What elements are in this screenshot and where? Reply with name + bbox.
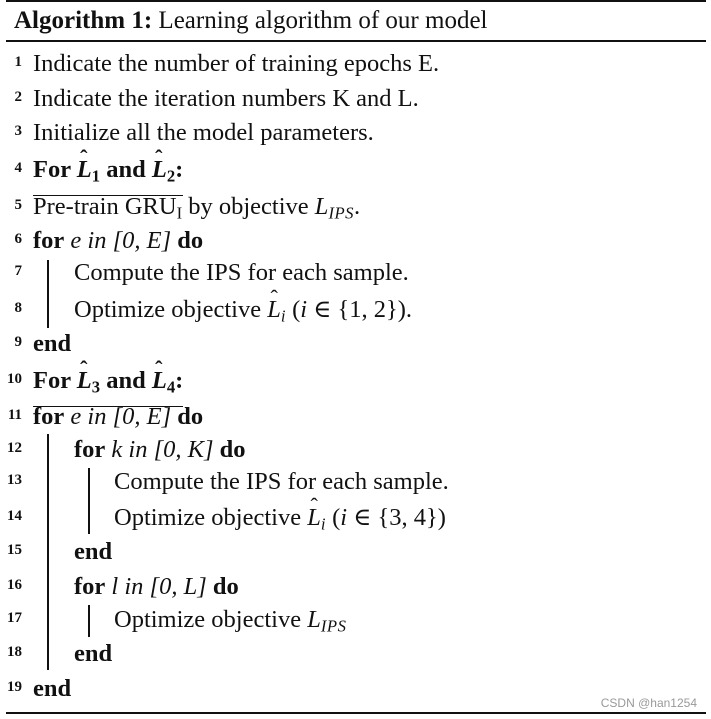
algorithm-line-10 bbox=[0, 364, 711, 398]
indent-bar-loop-1 bbox=[47, 260, 49, 328]
line-number: 15 bbox=[7, 542, 22, 558]
line-text: for l in [0, L] do bbox=[74, 573, 239, 600]
algorithm-line-16 bbox=[0, 570, 711, 604]
line-number: 18 bbox=[7, 644, 22, 660]
line-number: 9 bbox=[14, 334, 22, 350]
section-heading-2: For ˆ $L_3$ and ˆ $L_4$: bbox=[33, 364, 183, 407]
line-text: Compute the IPS for each sample. bbox=[114, 468, 449, 495]
line-text: end bbox=[33, 675, 72, 702]
top-rule bbox=[6, 0, 706, 2]
csdn-watermark: CSDN @han1254 bbox=[600, 696, 697, 710]
line-text: end bbox=[33, 330, 72, 357]
line-text: Optimize objective ˆ Li (i ∈ {1, 2}). bbox=[74, 293, 412, 334]
line-number: 7 bbox=[14, 263, 22, 279]
line-text: Indicate the number of training epochs E. bbox=[33, 50, 440, 77]
line-number: 16 bbox=[7, 577, 22, 593]
algorithm-line-2 bbox=[0, 82, 711, 116]
algorithm-line-1 bbox=[0, 47, 711, 81]
algorithm-line-7 bbox=[0, 256, 711, 290]
algorithm-line-17 bbox=[0, 603, 711, 637]
algorithm-line-3 bbox=[0, 116, 711, 150]
line-text: for e in [0, E] do bbox=[33, 403, 204, 430]
algorithm-label: Algorithm 1: bbox=[14, 7, 153, 34]
algorithm-line-18 bbox=[0, 637, 711, 671]
line-text: Pre-train $GRU_I$ by objective LIPS. bbox=[33, 193, 361, 223]
algorithm-line-13 bbox=[0, 465, 711, 499]
line-number: 19 bbox=[7, 679, 22, 695]
line-text: Optimize objective ˆ Li (i ∈ {3, 4}) bbox=[114, 501, 446, 542]
section-heading-1: For ˆ $L_1$ and ˆ $L_2$: bbox=[33, 153, 183, 196]
algorithm-line-9 bbox=[0, 327, 711, 361]
algorithm-line-5 bbox=[0, 190, 711, 224]
algorithm-line-6 bbox=[0, 224, 711, 258]
line-text: end bbox=[74, 538, 113, 565]
line-number: 8 bbox=[14, 300, 22, 316]
indent-bar-loop-2 bbox=[47, 434, 49, 670]
line-number: 12 bbox=[7, 440, 22, 456]
line-text: Indicate the iteration numbers K and L. bbox=[33, 85, 419, 112]
algorithm-line-11 bbox=[0, 400, 711, 434]
line-number: 11 bbox=[7, 407, 22, 423]
line-number: 1 bbox=[14, 54, 22, 70]
algorithm-line-8 bbox=[0, 293, 711, 327]
line-text: Compute the IPS for each sample. bbox=[74, 259, 409, 286]
line-text: for k in [0, K] do bbox=[74, 436, 246, 463]
bottom-rule bbox=[6, 712, 706, 714]
line-number: 5 bbox=[14, 197, 22, 213]
algorithm-line-14 bbox=[0, 501, 711, 535]
line-number: 14 bbox=[7, 508, 22, 524]
line-text: end bbox=[74, 640, 113, 667]
line-number: 2 bbox=[14, 89, 22, 105]
indent-bar-loop-k bbox=[88, 468, 90, 534]
line-text: Optimize objective LIPS bbox=[114, 606, 347, 636]
line-text: for e in [0, E] do bbox=[33, 227, 204, 254]
algorithm-line-12 bbox=[0, 433, 711, 467]
line-text: Initialize all the model parameters. bbox=[33, 119, 374, 146]
line-number: 17 bbox=[7, 610, 22, 626]
header-rule bbox=[6, 40, 706, 42]
algorithm-line-15 bbox=[0, 535, 711, 569]
line-number: 6 bbox=[14, 231, 22, 247]
algorithm-caption: Learning algorithm of our model bbox=[158, 7, 488, 34]
indent-bar-loop-l bbox=[88, 605, 90, 637]
line-number: 4 bbox=[14, 160, 22, 176]
line-number: 10 bbox=[7, 371, 22, 387]
line-number: 3 bbox=[14, 123, 22, 139]
algorithm-line-4 bbox=[0, 153, 711, 187]
line-number: 13 bbox=[7, 472, 22, 488]
algorithm-title bbox=[14, 4, 488, 38]
